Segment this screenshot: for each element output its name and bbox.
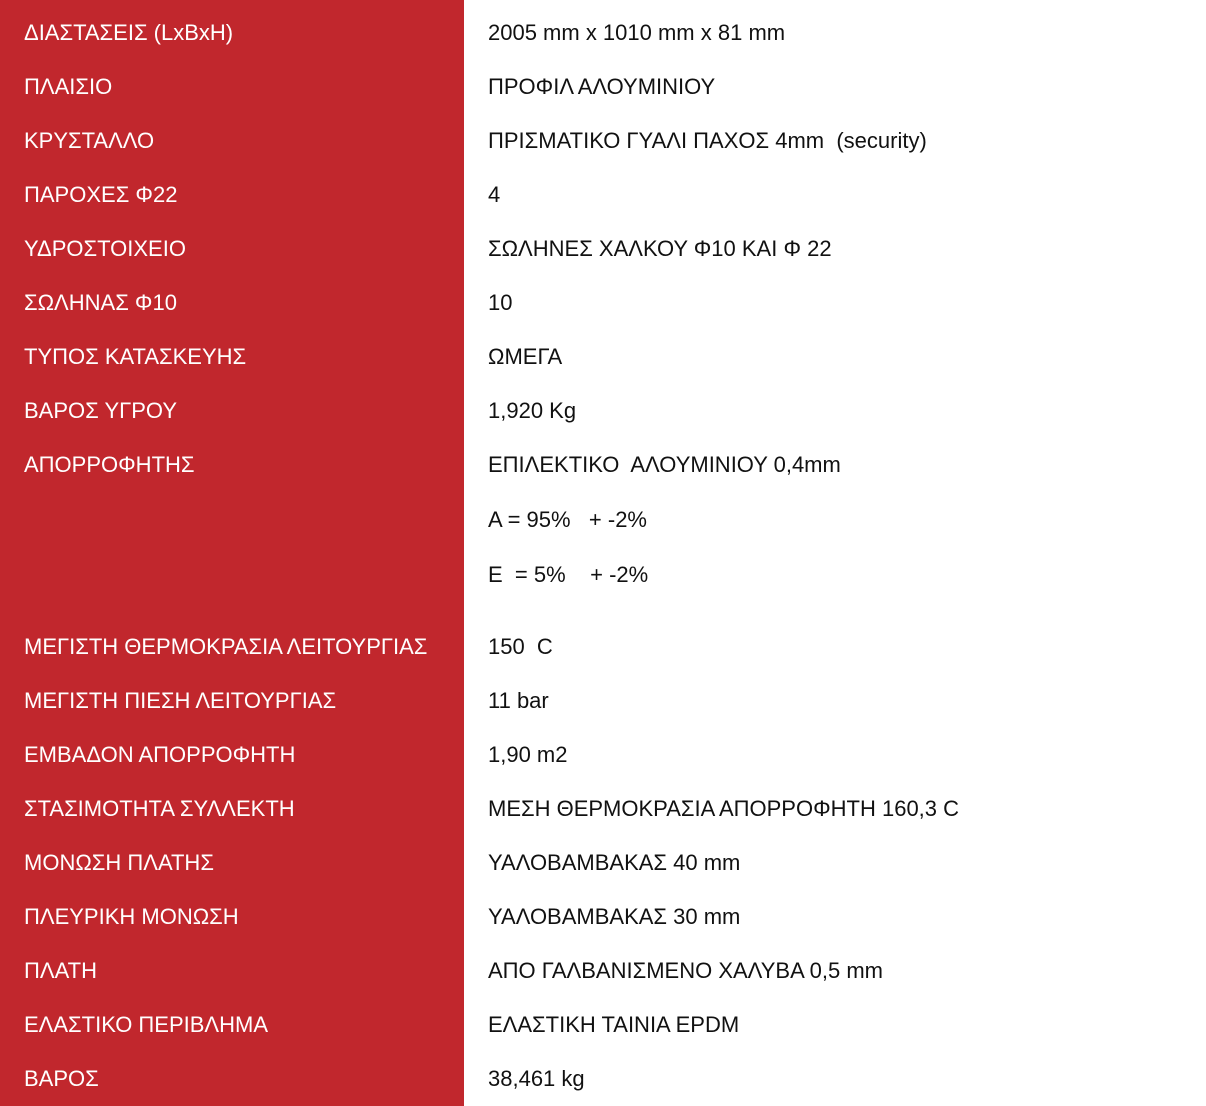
table-row xyxy=(0,944,1206,998)
table-row xyxy=(0,222,1206,276)
row-value: 150 C xyxy=(488,634,553,659)
row-value: 11 bar xyxy=(488,688,549,713)
row-value: Α = 95% + -2% xyxy=(488,507,647,532)
row-label: ΒΑΡΟΣ xyxy=(24,1066,99,1091)
table-row xyxy=(0,620,1206,674)
row-value: ΣΩΛΗΝΕΣ ΧΑΛΚΟΥ Φ10 ΚΑΙ Φ 22 xyxy=(488,236,832,261)
row-value: 10 xyxy=(488,290,513,315)
table-row xyxy=(0,890,1206,944)
table-row xyxy=(0,60,1206,114)
row-value: ΑΠΟ ΓΑΛΒΑΝΙΣΜΕΝΟ ΧΑΛΥΒΑ 0,5 mm xyxy=(488,958,883,983)
row-label: ΑΠΟΡΡΟΦΗΤΗΣ xyxy=(24,452,195,477)
table-row xyxy=(0,114,1206,168)
row-value: 2005 mm x 1010 mm x 81 mm xyxy=(488,20,786,45)
table-row xyxy=(0,548,1206,602)
row-label: ΜΕΓΙΣΤΗ ΘΕΡΜΟΚΡΑΣΙΑ ΛΕΙΤΟΥΡΓΙΑΣ xyxy=(24,634,428,659)
row-label: ΜΕΓΙΣΤΗ ΠΙΕΣΗ ΛΕΙΤΟΥΡΓΙΑΣ xyxy=(24,688,337,713)
table-row xyxy=(0,998,1206,1052)
row-label: ΣΩΛΗΝΑΣ Φ10 xyxy=(24,290,177,315)
table-row xyxy=(0,6,1206,60)
table-row xyxy=(0,384,1206,438)
table-row xyxy=(0,438,1206,492)
row-value: 1,920 Kg xyxy=(488,398,577,423)
row-label: ΜΟΝΩΣΗ ΠΛΑΤΗΣ xyxy=(24,850,214,875)
row-label: ΠΛΑΤΗ xyxy=(24,958,97,983)
row-value: 38,461 kg xyxy=(488,1066,585,1091)
row-value: 1,90 m2 xyxy=(488,742,568,767)
row-value: 4 xyxy=(488,182,501,207)
row-value: ΥΑΛΟΒΑΜΒΑΚΑΣ 40 mm xyxy=(488,850,741,875)
row-label: ΕΛΑΣΤΙΚΟ ΠΕΡΙΒΛΗΜΑ xyxy=(24,1012,269,1037)
table-row xyxy=(0,330,1206,384)
row-label: ΣΤΑΣΙΜΟΤΗΤΑ ΣΥΛΛΕΚΤΗ xyxy=(24,796,295,821)
row-label: ΒΑΡΟΣ ΥΓΡΟΥ xyxy=(24,398,177,423)
row-value: ΕΠΙΛΕΚΤΙΚΟ ΑΛΟΥΜΙΝΙΟΥ 0,4mm xyxy=(488,452,841,477)
table-row xyxy=(0,836,1206,890)
table-row xyxy=(0,674,1206,728)
table-row xyxy=(0,728,1206,782)
table-row xyxy=(0,168,1206,222)
row-label: ΕΜΒΑΔΟΝ ΑΠΟΡΡΟΦΗΤΗ xyxy=(24,742,296,767)
table-row xyxy=(0,493,1206,547)
row-label: ΠΑΡΟΧΕΣ Φ22 xyxy=(24,182,178,207)
row-value: ΠΡΟΦΙΛ ΑΛΟΥΜΙΝΙΟΥ xyxy=(488,74,716,99)
row-value: Ε = 5% + -2% xyxy=(488,562,649,587)
table-row xyxy=(0,276,1206,330)
row-label: ΠΛΕΥΡΙΚΗ ΜΟΝΩΣΗ xyxy=(24,904,239,929)
table-row xyxy=(0,782,1206,836)
row-value: ΩΜΕΓΑ xyxy=(488,344,563,369)
row-label: ΥΔΡΟΣΤΟΙΧΕΙΟ xyxy=(24,236,186,261)
table-row xyxy=(0,1052,1206,1106)
row-value: ΥΑΛΟΒΑΜΒΑΚΑΣ 30 mm xyxy=(488,904,741,929)
row-value: ΕΛΑΣΤΙΚΗ ΤΑΙΝΙΑ EPDM xyxy=(488,1012,740,1037)
row-label: ΠΛΑΙΣΙΟ xyxy=(24,74,113,99)
row-label: ΤΥΠΟΣ ΚΑΤΑΣΚΕΥΗΣ xyxy=(24,344,247,369)
row-label: ΚΡΥΣΤΑΛΛΟ xyxy=(24,128,155,153)
row-value: ΠΡΙΣΜΑΤΙΚΟ ΓΥΑΛΙ ΠΑΧΟΣ 4mm (security) xyxy=(488,128,927,153)
row-value: ΜΕΣΗ ΘΕΡΜΟΚΡΑΣΙΑ ΑΠΟΡΡΟΦΗΤΗ 160,3 C xyxy=(488,796,960,821)
row-label: ΔΙΑΣΤΑΣΕΙΣ (LxBxH) xyxy=(24,20,234,45)
